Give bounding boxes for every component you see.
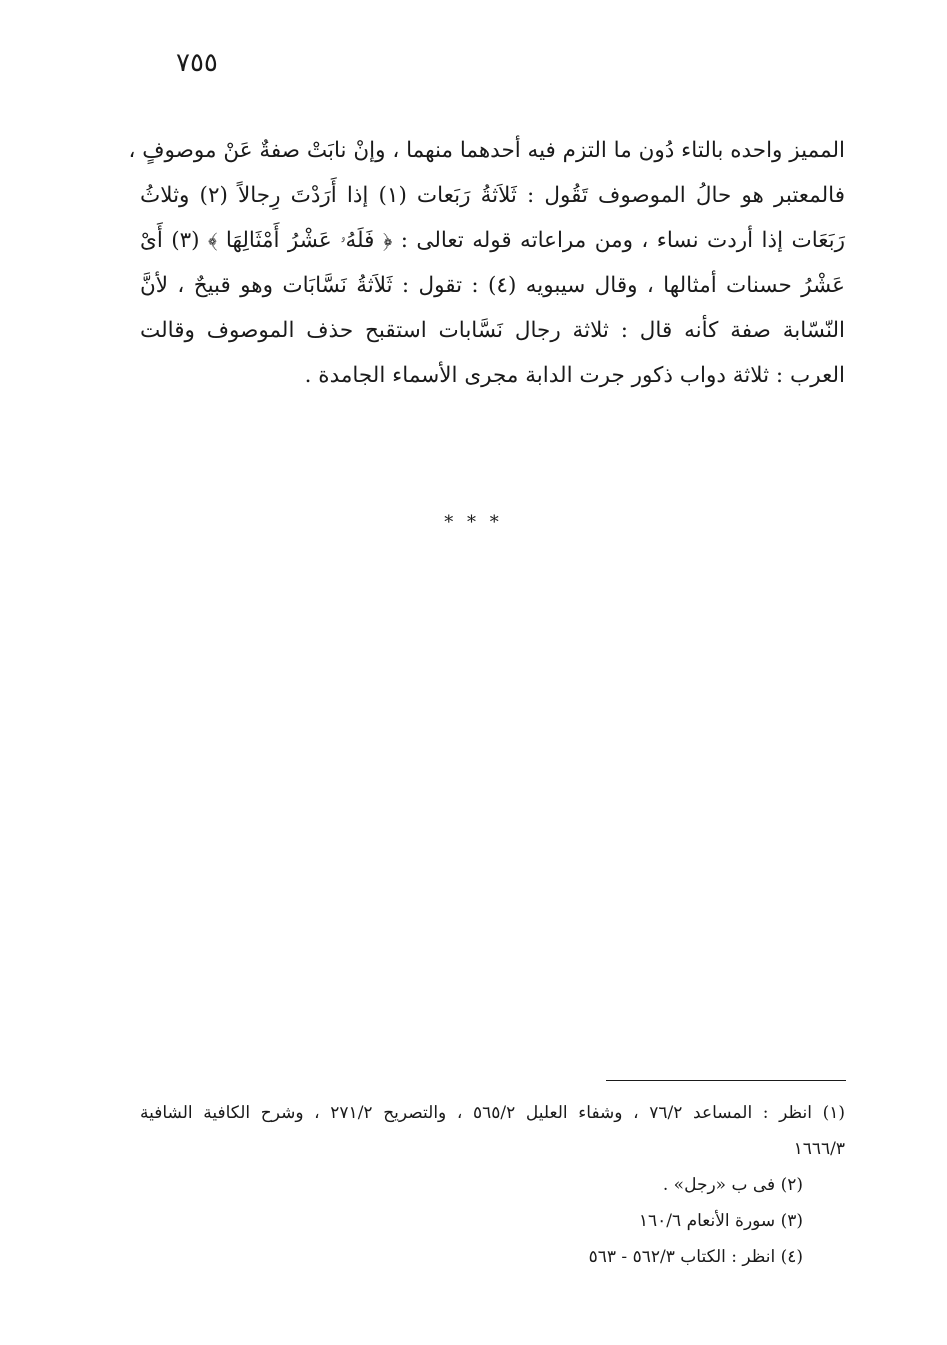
body-line: النّسّابة صفة كأنه قال : ثلاثة رجال نَسَّابات استقبح حذف الموصوف وقالت	[140, 318, 845, 343]
section-separator: * * *	[444, 512, 503, 533]
footnote-2: (٢) فى ب «رجل» .	[662, 1175, 803, 1195]
body-line: فالمعتبر هو حالُ الموصوف تَقُول : ثَلاَثةُ رَبَعات (١) إذا أَرَدْتَ رِجالاً (٢) وثلاثُ	[140, 183, 845, 208]
body-line: العرب : ثلاثة دواب ذكور جرت الدابة مجرى الأسماء الجامدة .	[304, 363, 845, 388]
body-line: عَشْرُ حسنات أمثالها ، وقال سيبويه (٤) : تقول : ثَلاَثةُ نَسَّابَات وهو قبيحٌ ، لأنَّ	[140, 273, 846, 298]
footnote-4: (٤) انظر : الكتاب ٥٦٢/٣ - ٥٦٣	[588, 1247, 803, 1267]
footnotes	[140, 1095, 845, 1275]
footnote-3: (٣) سورة الأنعام ١٦٠/٦	[638, 1211, 803, 1231]
page-number: ٧٥٥	[176, 48, 218, 78]
footnote-1-continuation: ١٦٦٦/٣	[793, 1139, 845, 1159]
footnote-divider	[606, 1080, 846, 1081]
body-paragraph	[128, 128, 846, 398]
body-line: المميز واحده بالتاء دُون ما التزم فيه أحدهما منهما ، وإنْ نابَتْ صفةٌ عَنْ موصوفٍ ،	[128, 138, 845, 163]
footnote-1: (١) انظر : المساعد ٧٦/٢ ، وشفاء العليل ٥٦٥/٢ ، والتصريح ٢٧١/٢ ، وشرح الكافية الشافية	[140, 1103, 845, 1123]
body-line: رَبَعَات إذا أردت نساء ، ومن مراعاته قوله تعالى : ﴿ فَلَهُۥ عَشْرُ أَمْثَالِهَا ﴾ (٣) أَىْ	[140, 228, 845, 253]
